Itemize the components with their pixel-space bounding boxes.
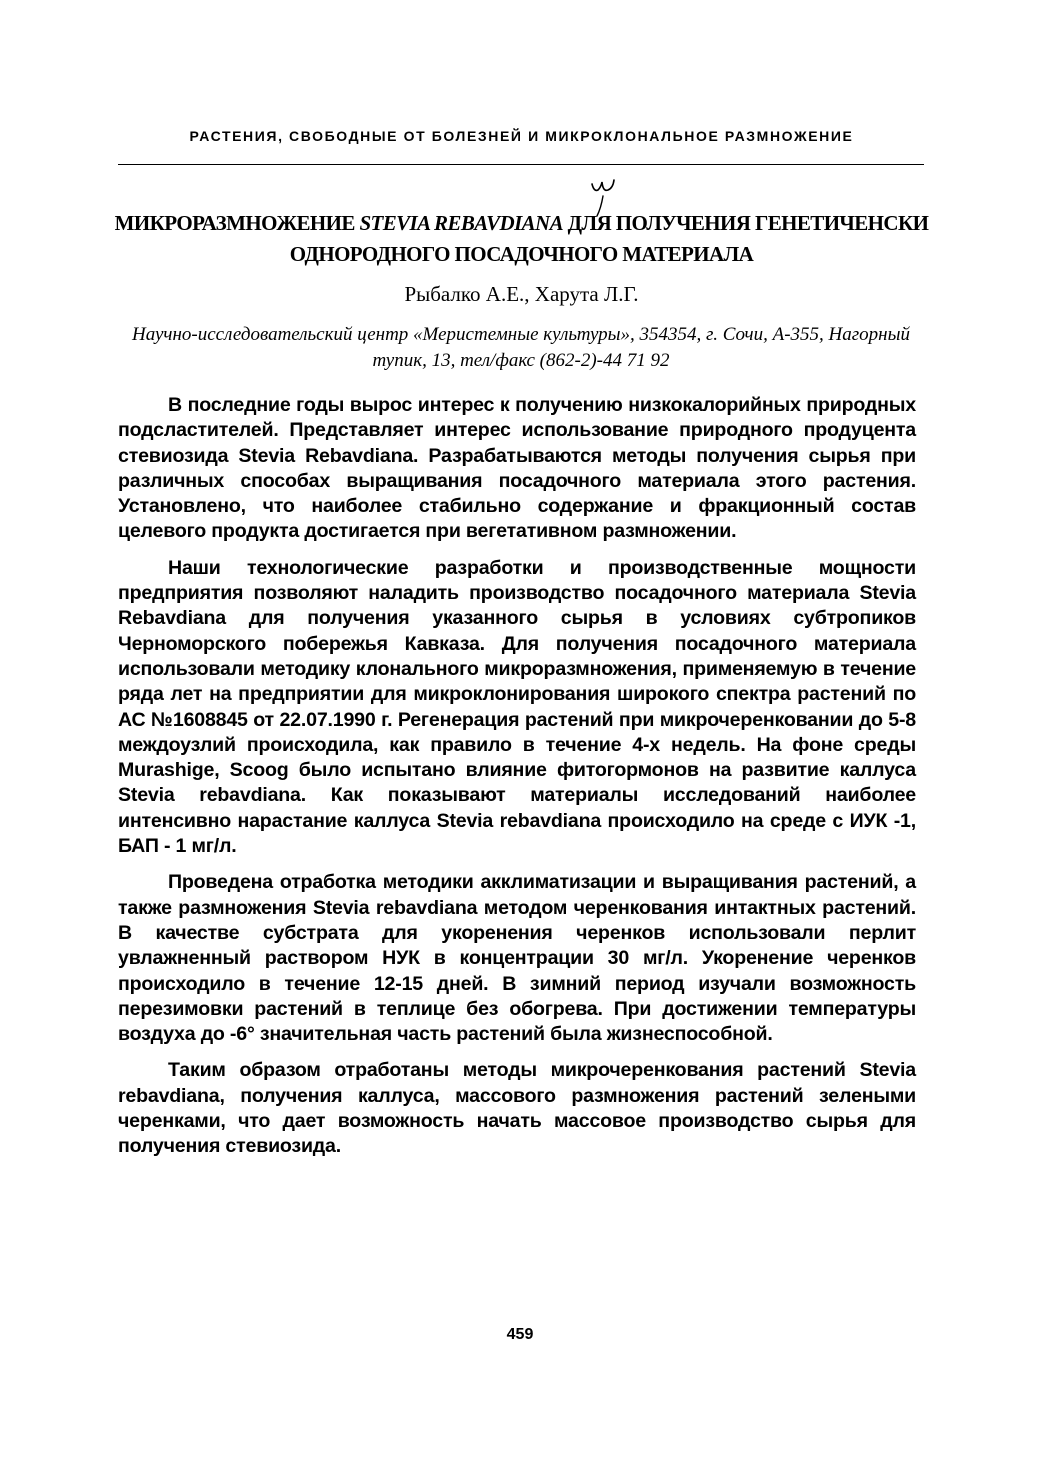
title-part-1: МИКРОРАЗМНОЖЕНИЕ: [114, 211, 360, 235]
affiliation: Научно-исследовательский центр «Меристемные культуры», 354354, г. Сочи, А-355, Нагорный тупик, 13, тел/факс (862-2)-44 71 92: [132, 324, 910, 371]
authors: Рыбалко А.Е., Харута Л.Г.: [404, 282, 639, 306]
page-number: 459: [506, 1326, 534, 1343]
title-species-name: STEVIA REBAVDIANA: [359, 211, 564, 235]
article-body: [118, 393, 916, 1171]
paragraph: Проведена отработка методики акклиматизации и выращивания растений, а также размножения Stevia rebavdiana методом черенкования интактных растений. В качестве субстрата для укоренения черенков использовали перлит увлажненный раствором НУК в концентрации 30 мг/л. Укоренение черенков происходило в течение 12-15 дней. В зимний период изучали возможность перезимовки растений в теплице без обогрева. При достижении температуры воздуха до -6° значительная часть растений была жизнеспособной.: [118, 871, 916, 1046]
article-title: [100, 208, 943, 270]
title-part-2: ДЛЯ ПОЛУЧЕНИЯ ГЕНЕТИЧЕНСКИ ОДНОРОДНОГО ПОСАДОЧНОГО МАТЕРИАЛА: [289, 211, 929, 266]
header-rule: [118, 164, 924, 165]
running-head: РАСТЕНИЯ, СВОБОДНЫЕ ОТ БОЛЕЗНЕЙ И МИКРОКЛОНАЛЬНОЕ РАЗМНОЖЕНИЕ: [189, 128, 854, 144]
paragraph: В последние годы вырос интерес к получению низкокалорийных природных подсластителей. Представляет интерес использование природного продуцента стевиозида Stevia Rebavdiana. Разрабатываются методы получения сырья при различных способах выращивания посадочного материала этого растения. Установлено, что наиболее стабильно содержание и фракционный состав целевого продукта достигается при вегетативном размножении.: [118, 394, 916, 543]
paragraph: Наши технологические разработки и производственные мощности предприятия позволяют наладить производство посадочного материала Stevia Rebavdiana для получения указанного сырья в условиях субтропиков Черноморского побережья Кавказа. Для получения посадочного материала использовали методику клонального микроразмножения, применяемую в течение ряда лет на предприятии для микроклонирования широкого спектра растений по АС №1608845 от 22.07.1990 г. Регенерация растений при микрочеренковании до 5-8 междоузлий происходила, как правило в течение 4-х недель. На фоне среды Murashige, Scoog было испытано влияние фитогормонов на развитие каллуса Stevia rebavdiana. Как показывают материалы исследований наиболее интенсивно нарастание каллуса Stevia rebavdiana происходило на среде с ИУК -1, БАП - 1 мг/л.: [118, 556, 916, 858]
paragraph: Таким образом отработаны методы микрочеренкования растений Stevia rebavdiana, получения каллуса, массового размножения растений зелеными черенками, что дает возможность начать массовое производство сырья для получения стевиозида.: [118, 1059, 916, 1158]
